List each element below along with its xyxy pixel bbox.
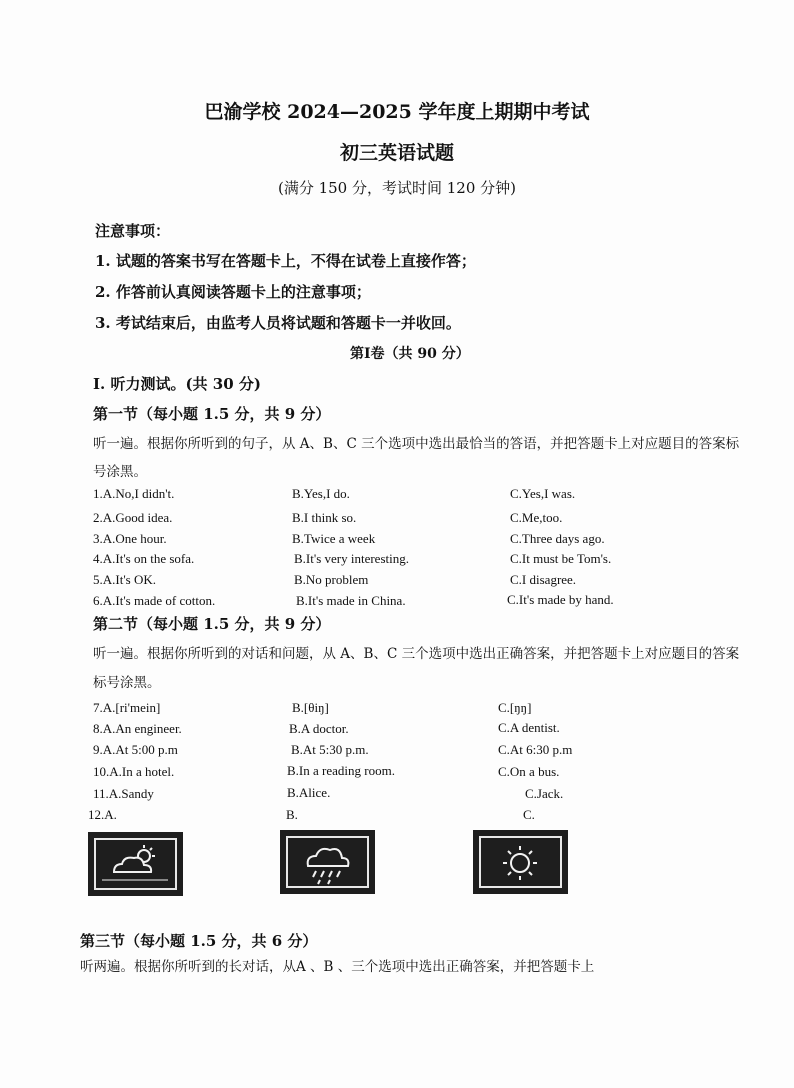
option-a: 3.A.One hour. bbox=[93, 531, 167, 546]
option-a: 2.A.Good idea. bbox=[93, 510, 173, 525]
option-a: 6.A.It's made of cotton. bbox=[93, 593, 216, 608]
option-b: B.At 5:30 p.m. bbox=[291, 742, 369, 757]
option-b: B.Twice a week bbox=[292, 531, 376, 546]
option-a: 5.A.It's OK. bbox=[93, 572, 157, 587]
picture-a bbox=[88, 832, 183, 896]
option-b: B.Yes,I do. bbox=[292, 486, 350, 501]
section1-instruction: 号涂黑。 bbox=[93, 464, 147, 480]
option-c: C.Me,too. bbox=[510, 510, 563, 525]
option-b: B.It's very interesting. bbox=[294, 551, 409, 566]
option-b: B.[θiŋ] bbox=[292, 700, 329, 715]
picture-c bbox=[473, 830, 568, 894]
option-a: 4.A.It's on the sofa. bbox=[93, 551, 195, 566]
option-c: C.Jack. bbox=[525, 786, 564, 801]
section1-title: 第一节（每小题 1.5 分，共 9 分） bbox=[93, 405, 331, 423]
option-b: B. bbox=[286, 807, 298, 822]
option-c: C.I disagree. bbox=[510, 572, 577, 587]
note-item: 2. 作答前认真阅读答题卡上的注意事项； bbox=[95, 283, 371, 301]
option-a: 1.A.No,I didn't. bbox=[93, 486, 175, 501]
option-a: 8.A.An engineer. bbox=[93, 721, 182, 736]
sun-icon bbox=[473, 830, 568, 894]
option-b: B.A doctor. bbox=[289, 721, 349, 736]
section2-instruction: 听一遍。根据你所听到的对话和问题，从 A、B、C 三个选项中选出正确答案，并把答题卡上对应题目的答案 bbox=[93, 646, 740, 662]
option-c: C.A dentist. bbox=[498, 720, 560, 735]
option-a: 7.A.[ri'mein] bbox=[93, 700, 161, 715]
part1-title: Ⅰ. 听力测试。(共 30 分) bbox=[93, 375, 261, 393]
option-c: C. bbox=[523, 807, 535, 822]
option-b: B.I think so. bbox=[292, 510, 357, 525]
option-c: C.It must be Tom's. bbox=[510, 551, 612, 566]
note-item: 3. 考试结束后，由监考人员将试题和答题卡一并收回。 bbox=[95, 314, 461, 332]
option-b: B.It's made in China. bbox=[296, 593, 406, 608]
option-a: 12.A. bbox=[88, 807, 117, 822]
option-c: C.Yes,I was. bbox=[510, 486, 576, 501]
score-note: (满分 150 分，考试时间 120 分钟) bbox=[277, 179, 517, 197]
option-c: C.At 6:30 p.m bbox=[498, 742, 573, 757]
sun-cloud-icon bbox=[88, 832, 183, 896]
exam-title: 巴渝学校 2024—2025 学年度上期期中考试 bbox=[204, 101, 590, 123]
exam-subtitle: 初三英语试题 bbox=[339, 142, 454, 164]
section3-title: 第三节（每小题 1.5 分，共 6 分） bbox=[80, 932, 318, 950]
option-b: B.In a reading room. bbox=[287, 763, 395, 778]
option-c: C.Three days ago. bbox=[510, 531, 605, 546]
option-c: C.It's made by hand. bbox=[507, 592, 614, 607]
option-c: C.[ŋŋ] bbox=[498, 700, 532, 715]
option-b: B.No problem bbox=[294, 572, 369, 587]
note-item: 1. 试题的答案书写在答题卡上，不得在试卷上直接作答； bbox=[95, 252, 476, 270]
picture-b bbox=[280, 830, 375, 894]
option-b: B.Alice. bbox=[287, 785, 331, 800]
volume-title: 第Ⅰ卷（共 90 分） bbox=[350, 346, 470, 362]
section3-instruction: 听两遍。根据你所听到的长对话，从A 、B 、三个选项中选出正确答案，并把答题卡上 bbox=[80, 959, 595, 975]
rain-cloud-icon bbox=[280, 830, 375, 894]
option-a: 11.A.Sandy bbox=[93, 786, 154, 801]
section2-title: 第二节（每小题 1.5 分，共 9 分） bbox=[93, 615, 331, 633]
notes-heading: 注意事项： bbox=[95, 222, 171, 240]
option-a: 10.A.In a hotel. bbox=[93, 764, 175, 779]
option-a: 9.A.At 5:00 p.m bbox=[93, 742, 178, 757]
section2-instruction: 标号涂黑。 bbox=[93, 675, 161, 691]
section1-instruction: 听一遍。根据你所听到的句子，从 A、B、C 三个选项中选出最恰当的答语，并把答题卡上对应题目的答案标 bbox=[93, 436, 740, 452]
option-c: C.On a bus. bbox=[498, 764, 560, 779]
